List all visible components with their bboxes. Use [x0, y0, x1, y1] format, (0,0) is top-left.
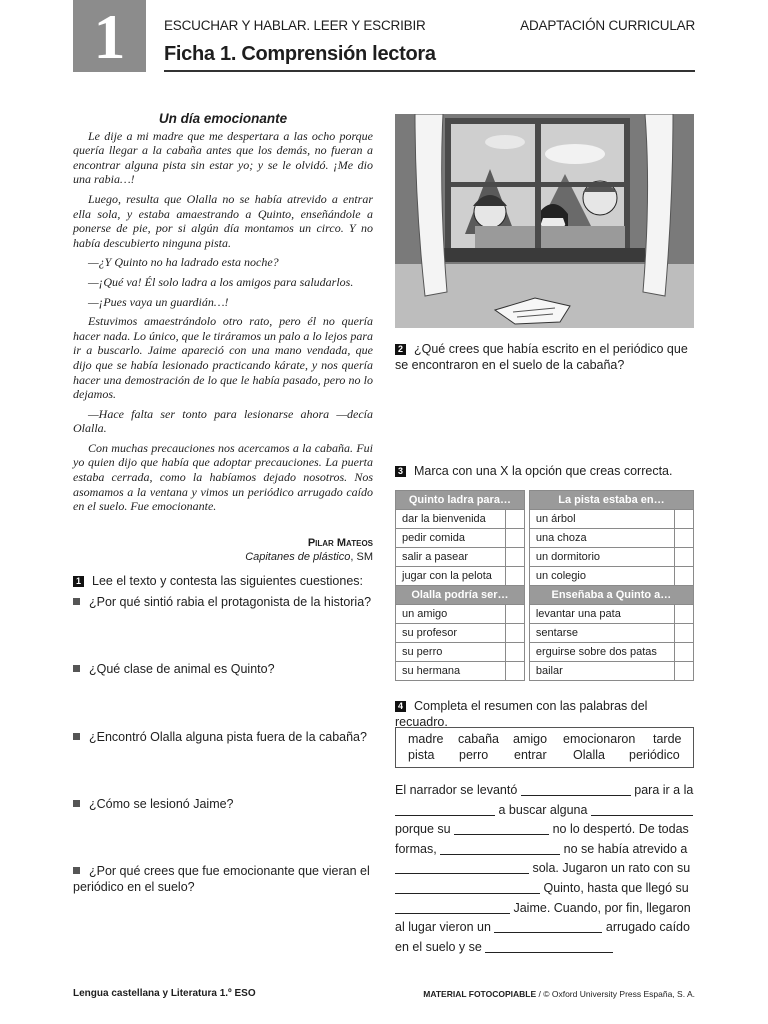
fill-blank[interactable] — [395, 901, 510, 914]
option-label: su perro — [396, 643, 506, 662]
source-citation — [150, 536, 373, 564]
options-table — [395, 490, 694, 681]
option-checkbox[interactable] — [505, 605, 524, 624]
option-label: jugar con la pelota — [396, 567, 506, 586]
question-5: ¿Por qué crees que fue emocionante que vieran el periódico en el suelo? — [73, 864, 370, 894]
option-checkbox[interactable] — [505, 510, 524, 529]
publisher: , SM — [350, 551, 373, 563]
option-checkbox[interactable] — [675, 662, 694, 681]
reading-paragraph: Le dije a mi madre que me despertara a las ocho porque quería llegar a la cabaña antes que los demás, no fueran a encontrar alguna pista sin estar yo; y se le olvidó. ¡Me dio una rabia…! — [73, 128, 373, 187]
option-label: pedir comida — [396, 529, 506, 548]
reading-paragraph: Estuvimos amaestrándolo otro rato, pero él no quería hacer nada. Lo único, que le tiráramos un palo a lo lejos para ir a buscarlo. Jaime apareció con una mano vendada, que dijo que se había lesionado practicando kárate, y nos quería hacer una demostración de lo que le había pasado, pero no lo dejamos. — [73, 314, 373, 402]
option-label: bailar — [529, 662, 674, 681]
exercise-1-instruction: 1 Lee el texto y contesta las siguientes cuestiones: — [73, 574, 378, 590]
word-bank-word: amigo — [513, 732, 548, 746]
footer-copyright: MATERIAL FOTOCOPIABLE / © Oxford University Press España, S. A. — [423, 989, 695, 999]
option-checkbox[interactable] — [675, 567, 694, 586]
word-bank-word: tarde — [653, 732, 682, 746]
table-header: Olalla podría ser… — [396, 586, 525, 605]
fill-blank[interactable] — [591, 803, 693, 816]
option-label: sentarse — [529, 624, 674, 643]
fill-blank[interactable] — [395, 881, 540, 894]
option-label: un dormitorio — [529, 548, 674, 567]
question-1: ¿Por qué sintió rabia el protagonista de la historia? — [73, 595, 378, 611]
adaptation-label: ADAPTACIÓN CURRICULAR — [520, 18, 695, 33]
option-checkbox[interactable] — [675, 624, 694, 643]
option-label: su hermana — [396, 662, 506, 681]
fill-blank[interactable] — [454, 822, 549, 835]
reading-text — [73, 112, 373, 519]
option-label: su profesor — [396, 624, 506, 643]
bullet-icon — [73, 800, 80, 807]
option-checkbox[interactable] — [505, 662, 524, 681]
fill-blank[interactable] — [494, 920, 602, 933]
section-label: ESCUCHAR Y HABLAR. LEER Y ESCRIBIR — [164, 18, 426, 33]
reading-paragraph: —Hace falta ser tonto para lesionarse ahora —decía Olalla. — [73, 406, 373, 436]
reading-paragraph: —¡Qué va! Él solo ladra a los amigos para saludarlos. — [88, 274, 354, 289]
exercise-3-instruction: 3 Marca con una X la opción que creas correcta. — [395, 464, 695, 480]
window-children-illustration — [395, 114, 694, 328]
option-checkbox[interactable] — [505, 567, 524, 586]
footer-subject: Lengua castellana y Literatura 1.º ESO — [73, 988, 256, 999]
option-label: salir a pasear — [396, 548, 506, 567]
page-title: Ficha 1. Comprensión lectora — [164, 43, 436, 65]
option-label: un colegio — [529, 567, 674, 586]
question-2: ¿Qué clase de animal es Quinto? — [73, 662, 378, 678]
option-checkbox[interactable] — [505, 624, 524, 643]
option-checkbox[interactable] — [675, 605, 694, 624]
option-checkbox[interactable] — [675, 643, 694, 662]
exercise-4-instruction: 4 Completa el resumen con las palabras del recuadro. — [395, 699, 648, 729]
bullet-icon — [73, 665, 80, 672]
option-label: dar la bienvenida — [396, 510, 506, 529]
fill-blank[interactable] — [521, 783, 631, 796]
table-header: La pista estaba en… — [529, 491, 693, 510]
bullet-icon — [73, 598, 80, 605]
fill-blank[interactable] — [485, 940, 613, 953]
option-checkbox[interactable] — [505, 548, 524, 567]
table-header: Enseñaba a Quinto a… — [529, 586, 693, 605]
option-checkbox[interactable] — [675, 510, 694, 529]
reading-paragraph: —¡Pues vaya un guardián…! — [88, 294, 229, 309]
header-divider — [164, 70, 695, 72]
question-4: ¿Cómo se lesionó Jaime? — [73, 797, 378, 813]
bullet-icon — [73, 867, 80, 874]
exercise-number: 1 — [73, 576, 84, 587]
question-3: ¿Encontró Olalla alguna pista fuera de la cabaña? — [73, 730, 378, 746]
summary-text: El narrador se levantó para ir a la a buscar alguna porque su no lo despertó. De todas formas, no se había atrevido a sola. Jugaron un rato con su Quinto, hasta que llegó su Jaime. Cuando, por fin, llegaron al lugar vieron un arrugado caído en el suelo y se — [395, 783, 694, 954]
table-header: Quinto ladra para… — [396, 491, 525, 510]
exercise-2: 2 ¿Qué crees que había escrito en el periódico que se encontraron en el suelo de la cabaña? — [395, 342, 688, 372]
unit-number: 1 — [93, 1, 126, 72]
author-name: Pilar Mateos — [307, 537, 373, 549]
fill-blank[interactable] — [395, 803, 495, 816]
option-checkbox[interactable] — [675, 529, 694, 548]
bullet-icon — [73, 733, 80, 740]
option-label: una choza — [529, 529, 674, 548]
option-checkbox[interactable] — [675, 548, 694, 567]
word-bank-word: entrar — [514, 748, 547, 762]
reading-title: Un día emocionante — [158, 111, 288, 126]
fill-blank[interactable] — [440, 842, 560, 855]
word-bank-word: Olalla — [573, 748, 605, 762]
option-checkbox[interactable] — [505, 529, 524, 548]
book-title: Capitanes de plástico — [245, 551, 351, 563]
exercise-number: 2 — [395, 344, 406, 355]
exercise-number: 3 — [395, 466, 406, 477]
word-bank-word: emocionaron — [563, 732, 636, 746]
word-bank-box — [395, 727, 694, 768]
word-bank-word: pista — [408, 748, 435, 762]
reading-paragraph: —¿Y Quinto no ha ladrado esta noche? — [88, 255, 279, 270]
option-checkbox[interactable] — [505, 643, 524, 662]
word-bank-word: periódico — [629, 748, 680, 762]
fill-blank[interactable] — [395, 861, 529, 874]
reading-paragraph: Con muchas precauciones nos acercamos a la cabaña. Fui yo quien dijo que había que adoptar precauciones. La puerta estaba cerrada, como la habíamos dejado nosotros. Nos asomamos a la ventana y vimos un periódico arrugado caído en el suelo. Fue emocionante. — [73, 440, 373, 514]
reading-paragraph: Luego, resulta que Olalla no se había atrevido a entrar ella sola, y estaba amaestrando a Quinto, enseñándole a ponerse de pie, por si algún día montamos un circo. Y no había descubierto ninguna pista. — [73, 191, 373, 250]
option-label: un árbol — [529, 510, 674, 529]
option-label: un amigo — [396, 605, 506, 624]
option-label: erguirse sobre dos patas — [529, 643, 674, 662]
word-bank-word: cabaña — [458, 732, 500, 746]
option-label: levantar una pata — [529, 605, 674, 624]
word-bank-word: perro — [459, 748, 489, 762]
exercise-number: 4 — [395, 701, 406, 712]
word-bank-word: madre — [408, 732, 444, 746]
